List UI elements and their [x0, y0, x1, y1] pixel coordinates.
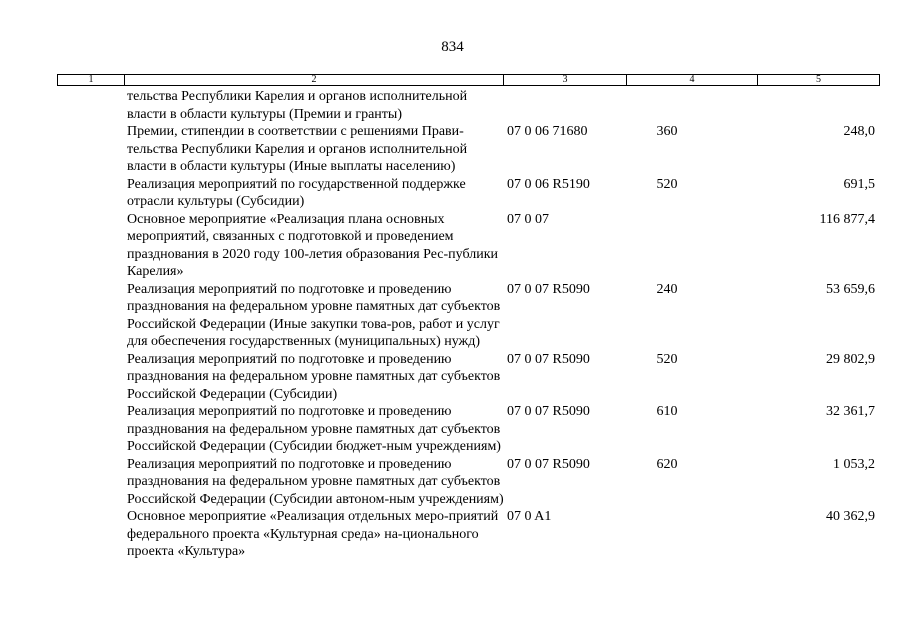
row-type: 610 [656, 404, 678, 419]
table-row [57, 403, 880, 456]
row-amount: 248,0 [843, 124, 875, 139]
header-col-4: 4 [627, 75, 758, 85]
row-amount: 40 362,9 [826, 509, 875, 524]
row-name: Реализация мероприятий по государственной поддержке отрасли культуры (Субсидии) [127, 176, 466, 209]
row-name: Премии, стипендии в соответствии с решениями Прави-тельства Республики Карелия и органов исполнительной власти в области культуры (Иные выплаты населению) [127, 124, 468, 174]
table-header [57, 74, 880, 86]
row-type: 520 [656, 176, 678, 192]
row-amount: 32 361,7 [826, 404, 875, 419]
row-amount [699, 88, 880, 123]
row-code: 07 0 07 [507, 211, 549, 227]
header-col-5: 5 [816, 74, 821, 85]
row-name: Реализация мероприятий по подготовке и проведению празднования на федеральном уровне памятных дат субъектов Российской Федерации (Субсидии бюджет-ным учреждениям) [127, 404, 501, 454]
row-amount: 53 659,6 [826, 281, 875, 297]
row-code [505, 88, 635, 123]
table-row [57, 508, 880, 561]
row-name: Реализация мероприятий по подготовке и проведению празднования на федеральном уровне памятных дат субъектов Российской Федерации (Субсидии) [127, 351, 501, 402]
row-type: 620 [656, 456, 678, 472]
table-row [57, 176, 880, 211]
header-col-2: 2 [125, 75, 504, 85]
row-amount: 29 802,9 [826, 351, 875, 367]
table-row [57, 123, 880, 176]
row-name: Основное мероприятие «Реализация отдельных меро-приятий федерального проекта «Культурная среда» на-ционального проекта «Культура» [127, 509, 499, 559]
row-name: Основное мероприятие «Реализация плана основных мероприятий, связанных с подготовкой и проведением празднования в 2020 году 100-летия образования Рес-публики Карелия» [127, 211, 499, 279]
row-type [635, 88, 699, 123]
page-number: 834 [441, 39, 464, 55]
row-amount: 691,5 [843, 176, 875, 192]
row-amount: 116 877,4 [819, 211, 875, 227]
table-row [57, 281, 880, 351]
row-type [635, 508, 699, 561]
header-col-3: 3 [504, 75, 627, 85]
row-amount: 1 053,2 [833, 456, 875, 472]
header-col-1: 1 [58, 75, 125, 85]
table-row [57, 456, 880, 509]
row-name: Реализация мероприятий по подготовке и проведению празднования на федеральном уровне памятных дат субъектов Российской Федерации (Иные закупки това-ров, работ и услуг для обеспечения государственных (муниципальных) нужд) [127, 281, 501, 349]
row-type: 240 [656, 281, 678, 297]
row-code: 07 0 07 R5090 [507, 456, 590, 472]
table-row [57, 351, 880, 404]
table-row [57, 88, 880, 123]
row-name: Реализация мероприятий по подготовке и проведению празднования на федеральном уровне памятных дат субъектов Российской Федерации (Субсидии автоном-ным учреждениям) [127, 456, 504, 507]
row-type: 520 [656, 351, 678, 367]
row-code: 07 0 06 71680 [507, 124, 588, 139]
row-code: 07 0 06 R5190 [507, 176, 590, 192]
row-type: 360 [656, 124, 678, 139]
row-type [635, 211, 699, 281]
row-code: 07 0 07 R5090 [507, 351, 590, 367]
row-code: 07 0 07 R5090 [507, 281, 590, 297]
row-name: тельства Республики Карелия и органов исполнительной власти в области культуры (Премии и гранты) [127, 89, 468, 122]
row-code: 07 0 07 R5090 [507, 404, 590, 419]
table-body [57, 88, 880, 561]
row-code: 07 0 A1 [507, 509, 552, 524]
table-row [57, 211, 880, 281]
